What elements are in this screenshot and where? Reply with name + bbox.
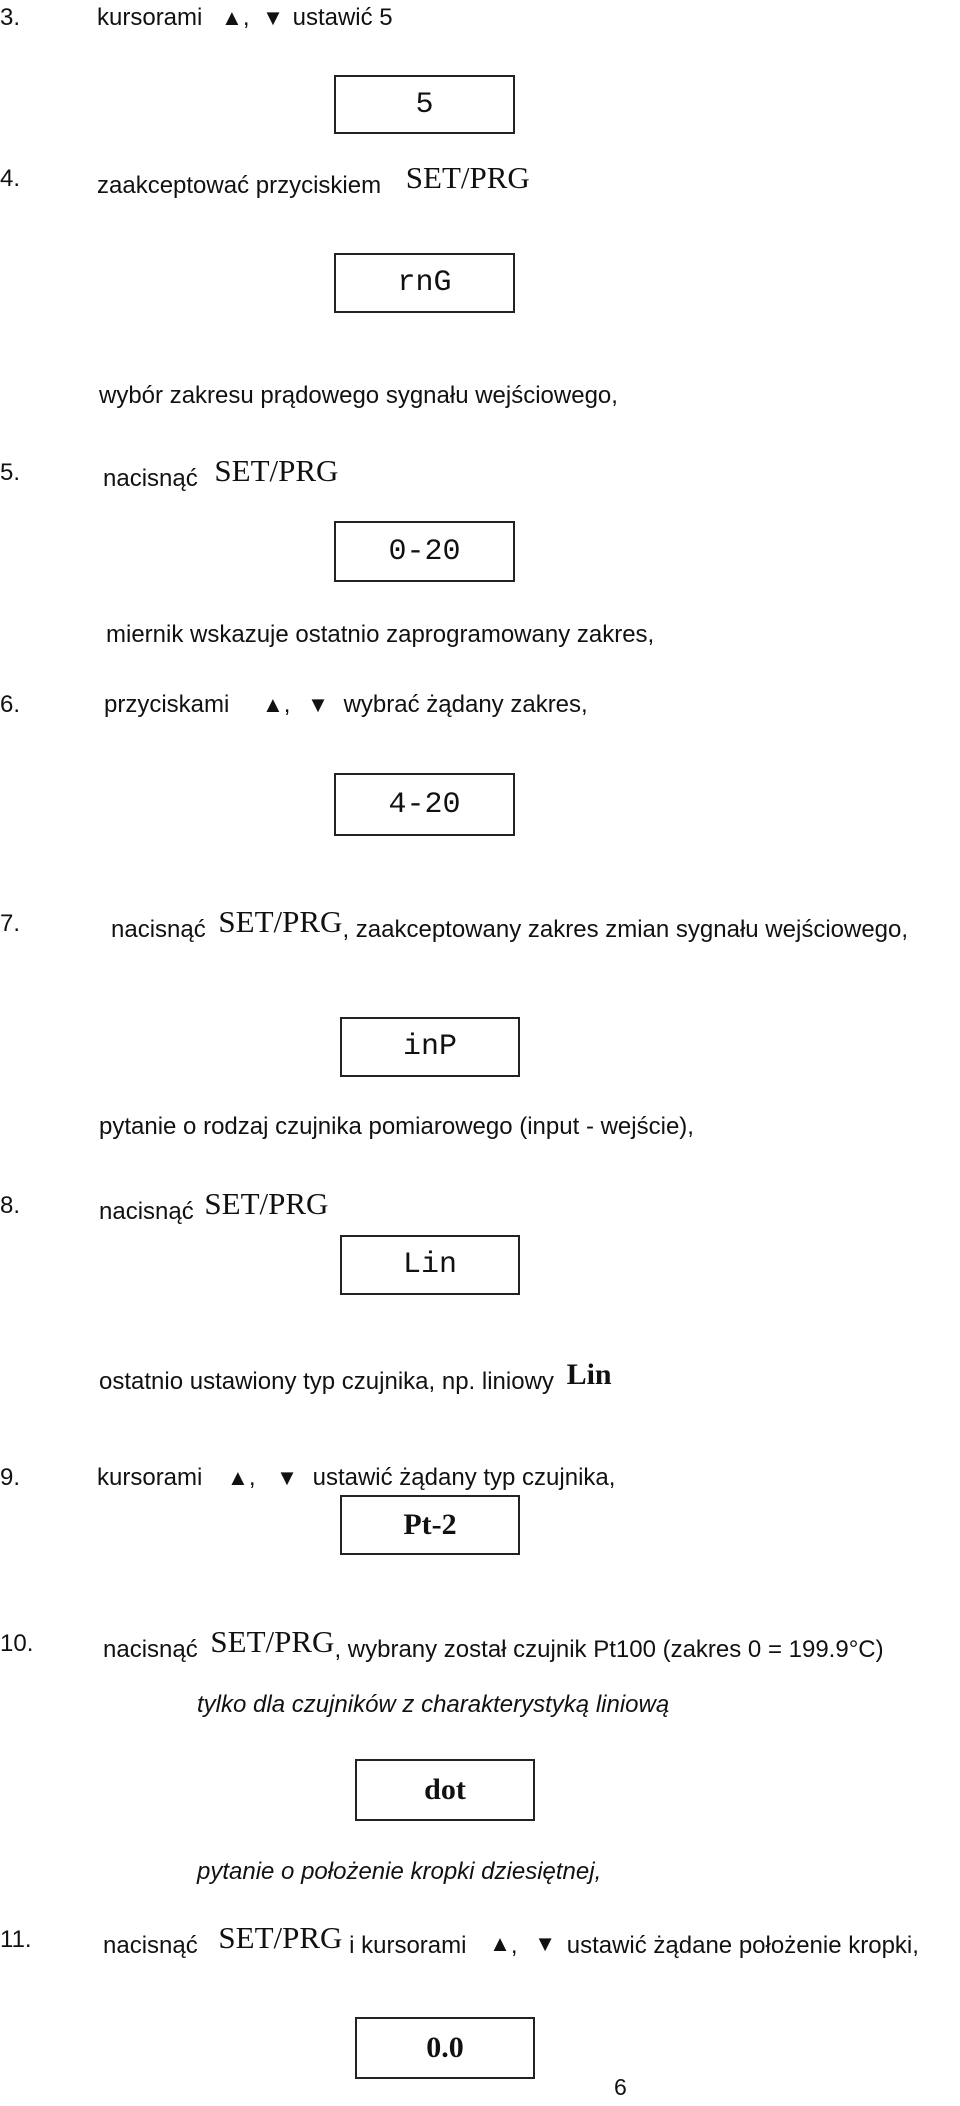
step-text: kursorami <box>97 4 203 31</box>
step-number: 3. <box>0 4 21 31</box>
comment-with-key <box>99 1358 612 1395</box>
arrow-up-icon: ▲ <box>227 1465 249 1490</box>
step-text: i kursorami <box>349 1932 467 1959</box>
display-box: dot <box>355 1759 535 1821</box>
step-text: , wybrany został czujnik Pt100 (zakres 0 = 199.9°C) <box>334 1636 884 1663</box>
step-number: 4. <box>0 165 21 192</box>
step-5-text <box>103 453 339 492</box>
step-6-text <box>104 693 588 717</box>
display-box: Lin <box>340 1235 520 1295</box>
step-text: nacisnąć <box>99 1198 194 1225</box>
page-number: 6 <box>614 2074 627 2100</box>
display-box: 5 <box>334 75 515 134</box>
step-3-text <box>97 6 393 30</box>
set-prg-key-label: SET/PRG <box>218 1920 343 1955</box>
comment-text: pytanie o położenie kropki dziesiętnej, <box>197 1858 602 1885</box>
step-text: ustawić żądane położenie kropki, <box>566 1932 919 1959</box>
arrow-down-icon: ▼ <box>307 692 329 717</box>
step-9-text <box>97 1466 615 1490</box>
step-text: nacisnąć <box>103 1932 198 1959</box>
arrow-down-icon: ▼ <box>276 1465 298 1490</box>
comment-text: ostatnio ustawiony typ czujnika, np. liniowy <box>99 1368 554 1395</box>
step-number: 8. <box>0 1192 21 1219</box>
display-box: 0.0 <box>355 2017 535 2079</box>
arrow-up-icon: ▲ <box>221 5 243 30</box>
display-box: 0-20 <box>334 521 515 582</box>
separator: , <box>248 1464 256 1491</box>
display-box: Pt-2 <box>340 1495 520 1555</box>
step-11-text <box>103 1920 919 1959</box>
step-text: nacisnąć <box>103 1636 198 1663</box>
arrow-down-icon: ▼ <box>534 1931 557 1956</box>
step-4-text <box>97 160 530 199</box>
step-text: przyciskami <box>104 691 230 718</box>
comment-text: pytanie o rodzaj czujnika pomiarowego (input - wejście), <box>99 1113 694 1140</box>
display-box: 4-20 <box>334 773 515 836</box>
step-8-text <box>99 1186 329 1225</box>
display-box: rnG <box>334 253 515 313</box>
step-number: 10. <box>0 1630 34 1657</box>
separator: , <box>510 1932 518 1959</box>
step-number: 5. <box>0 459 21 486</box>
separator: , <box>283 691 291 718</box>
step-text: ustawić 5 <box>292 4 393 31</box>
note-text: tylko dla czujników z charakterystyką liniową <box>197 1691 670 1718</box>
step-text: , zaakceptowany zakres zmian sygnału wejściowego, <box>342 916 909 943</box>
set-prg-key-label: SET/PRG <box>210 1624 335 1659</box>
comment-text: miernik wskazuje ostatnio zaprogramowany zakres, <box>106 621 655 648</box>
set-prg-key-label: SET/PRG <box>204 1186 329 1221</box>
step-7-text <box>111 904 909 943</box>
arrow-up-icon: ▲ <box>262 692 284 717</box>
step-text: nacisnąć <box>103 465 198 492</box>
step-number: 11. <box>0 1926 32 1953</box>
set-prg-key-label: SET/PRG <box>214 453 339 488</box>
step-10-text <box>103 1624 884 1663</box>
step-text: kursorami <box>97 1464 203 1491</box>
lin-label: Lin <box>566 1358 612 1391</box>
step-text: wybrać żądany zakres, <box>343 691 588 718</box>
display-box: inP <box>340 1017 520 1077</box>
set-prg-key-label: SET/PRG <box>405 160 530 195</box>
comment-text: wybór zakresu prądowego sygnału wejściowego, <box>99 382 618 409</box>
step-text: nacisnąć <box>111 916 206 943</box>
step-text: ustawić żądany typ czujnika, <box>312 1464 616 1491</box>
step-number: 7. <box>0 910 21 937</box>
separator: , <box>242 4 250 31</box>
step-text: zaakceptować przyciskiem <box>97 172 382 199</box>
arrow-down-icon: ▼ <box>262 5 284 30</box>
set-prg-key-label: SET/PRG <box>218 904 343 939</box>
arrow-up-icon: ▲ <box>489 1931 511 1956</box>
step-number: 9. <box>0 1464 21 1491</box>
step-number: 6. <box>0 691 21 718</box>
